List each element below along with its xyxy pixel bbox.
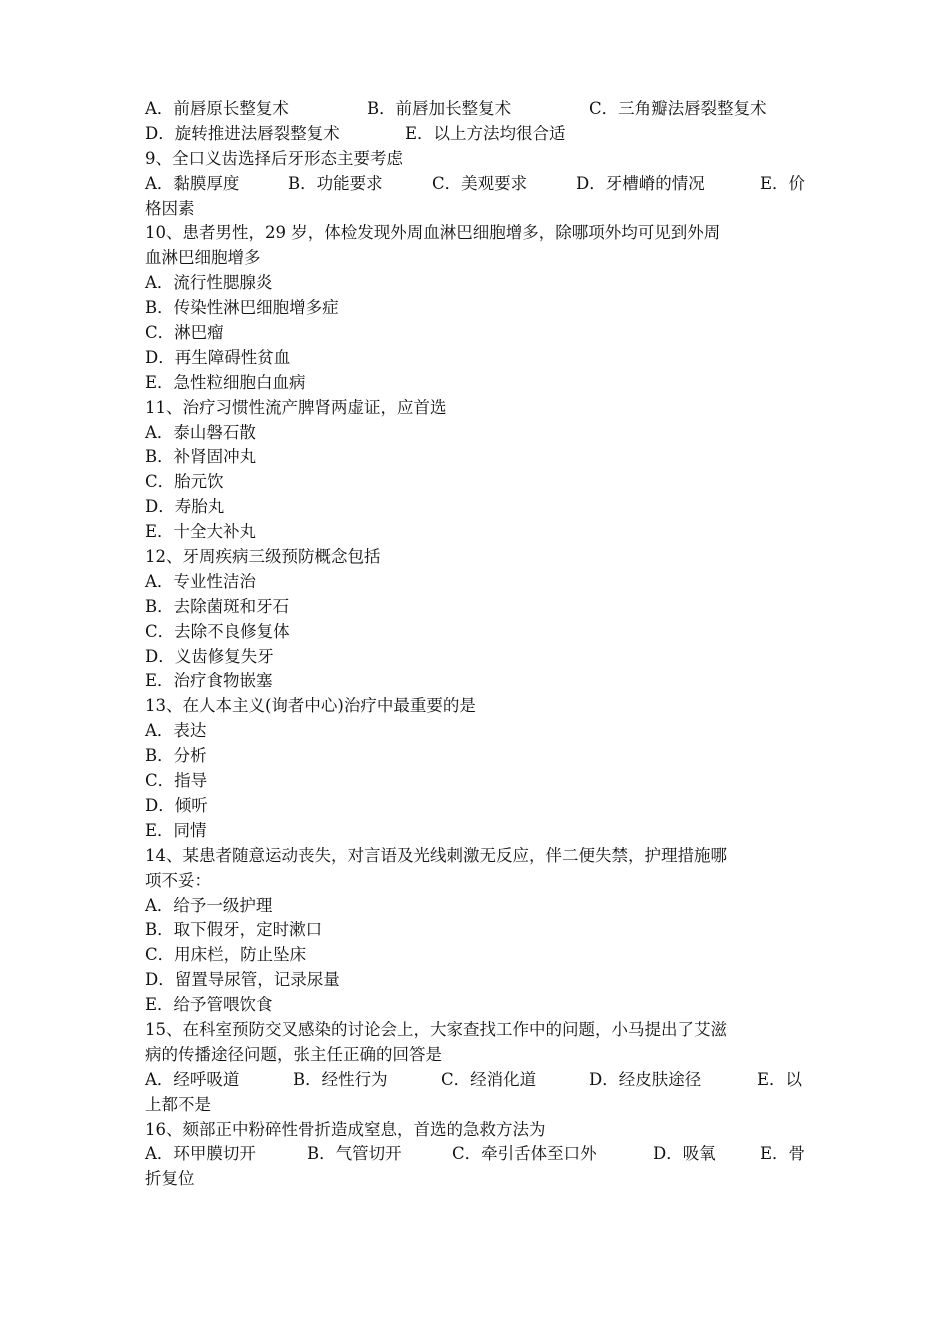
option-d: D．牙槽嵴的情况 [576, 173, 705, 193]
question-13: 13、在人本主义(询者中心)治疗中最重要的是 [145, 696, 476, 716]
option-d: D．寿胎丸 [145, 497, 225, 517]
option-d: D．倾听 [145, 795, 208, 815]
option-c: C．胎元饮 [145, 472, 224, 492]
option-a: A．黏膜厚度 [145, 173, 240, 193]
option-d: D．经皮肤途径 [589, 1069, 702, 1089]
option-b: B．功能要求 [288, 173, 383, 193]
document-page [145, 97, 813, 1192]
option-b: B．经性行为 [293, 1069, 388, 1089]
option-b: B．分析 [145, 746, 207, 766]
option-b: B．取下假牙，定时漱口 [145, 920, 323, 940]
option-d: D．义齿修复失牙 [145, 646, 274, 666]
option-e: E．急性粒细胞白血病 [145, 372, 306, 392]
question-9: 9、全口义齿选择后牙形态主要考虑 [145, 148, 403, 168]
question-15: 15、在科室预防交叉感染的讨论会上，大家查找工作中的问题，小马提出了艾滋 [145, 1019, 727, 1039]
option-a: A．表达 [145, 721, 207, 741]
option-continuation: 格因素 [145, 198, 195, 218]
option-d: D．吸氧 [653, 1144, 716, 1164]
question-14-continuation: 项不妥： [145, 870, 211, 890]
question-10-continuation: 血淋巴细胞增多 [145, 248, 261, 268]
option-b: B．补肾固冲丸 [145, 447, 257, 467]
option-b: B．气管切开 [307, 1144, 402, 1164]
question-16: 16、颏部正中粉碎性骨折造成窒息，首选的急救方法为 [145, 1119, 546, 1139]
option-c: C．指导 [145, 771, 208, 791]
option-e: E．以上方法均很合适 [405, 123, 566, 143]
option-d: D．旋转推进法唇裂整复术 [145, 123, 340, 143]
option-row [145, 1142, 813, 1167]
option-a: A．前唇原长整复术 [145, 99, 289, 118]
option-a: A．环甲膜切开 [145, 1144, 256, 1164]
option-row [145, 122, 813, 147]
option-continuation: 折复位 [145, 1169, 195, 1189]
option-e: E．骨 [760, 1144, 806, 1164]
option-e: E．以 [757, 1069, 803, 1089]
option-a: A．专业性洁治 [145, 571, 256, 591]
option-a: A．经呼吸道 [145, 1069, 240, 1089]
option-e: E．给予管喂饮食 [145, 995, 273, 1015]
option-e: E．十全大补丸 [145, 522, 257, 542]
option-c: C．牵引舌体至口外 [452, 1144, 597, 1164]
option-c: C．三角瓣法唇裂整复术 [589, 99, 767, 118]
option-a: A．泰山磐石散 [145, 422, 256, 442]
option-b: B．前唇加长整复术 [367, 99, 512, 118]
option-d: D．留置导尿管，记录尿量 [145, 970, 340, 990]
option-c: C．用床栏，防止坠床 [145, 945, 307, 965]
option-b: B．传染性淋巴细胞增多症 [145, 298, 339, 318]
option-continuation: 上都不是 [145, 1094, 211, 1114]
question-14: 14、某患者随意运动丧失，对言语及光线刺激无反应，伴二便失禁，护理措施哪 [145, 845, 727, 865]
option-c: C．淋巴瘤 [145, 323, 224, 343]
question-11: 11、治疗习惯性流产脾肾两虚证，应首选 [145, 397, 447, 417]
question-15-continuation: 病的传播途径问题，张主任正确的回答是 [145, 1044, 442, 1064]
option-d: D．再生障碍性贫血 [145, 347, 291, 367]
option-row [145, 1068, 813, 1093]
option-c: C．去除不良修复体 [145, 621, 290, 641]
option-row [145, 172, 813, 197]
option-a: A．流行性腮腺炎 [145, 273, 273, 293]
option-e: E．价 [760, 173, 806, 193]
question-12: 12、牙周疾病三级预防概念包括 [145, 547, 381, 567]
option-e: E．同情 [145, 820, 207, 840]
option-a: A．给予一级护理 [145, 895, 273, 915]
option-c: C．美观要求 [432, 173, 528, 193]
question-10: 10、患者男性，29 岁，体检发现外周血淋巴细胞增多，除哪项外均可见到外周 [145, 223, 721, 243]
option-e: E．治疗食物嵌塞 [145, 671, 273, 691]
option-b: B．去除菌斑和牙石 [145, 596, 290, 616]
option-c: C．经消化道 [441, 1069, 537, 1089]
option-row [145, 97, 813, 122]
